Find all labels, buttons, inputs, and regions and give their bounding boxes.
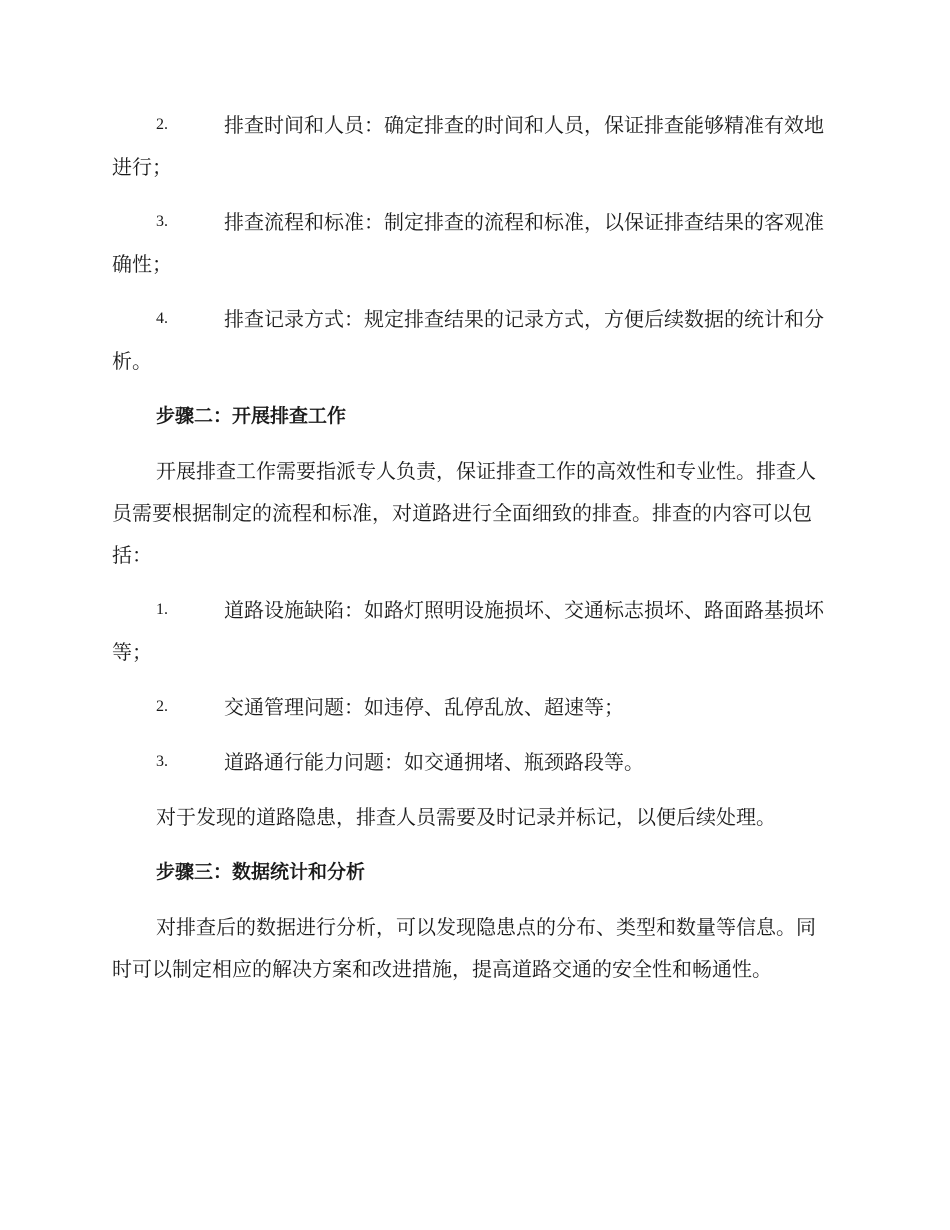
step2-heading: 步骤二：开展排查工作 — [156, 405, 347, 427]
document-body — [112, 104, 834, 1003]
list-item — [112, 686, 834, 728]
list-number: 2. — [156, 698, 168, 715]
list-item — [112, 201, 834, 285]
list-text: 道路设施缺陷：如路灯照明设施损坏、交通标志损坏、路面路基损坏等； — [112, 598, 824, 664]
list-number: 4. — [156, 310, 168, 327]
list-item — [112, 298, 834, 382]
list-item — [112, 741, 834, 783]
list-text: 排查记录方式：规定排查结果的记录方式，方便后续数据的统计和分析。 — [112, 307, 824, 373]
step2-followup-paragraph: 对于发现的道路隐患，排查人员需要及时记录并标记，以便后续处理。 — [156, 805, 776, 829]
list-number: 3. — [156, 213, 168, 230]
list-text: 交通管理问题：如违停、乱停乱放、超速等； — [224, 695, 624, 719]
list-number: 2. — [156, 116, 168, 133]
step2-paragraph: 开展排查工作需要指派专人负责，保证排查工作的高效性和专业性。排查人员需要根据制定的流程和标准，对道路进行全面细致的排查。排查的内容可以包括： — [112, 459, 816, 567]
list-item — [112, 104, 834, 188]
list-number: 1. — [156, 601, 168, 618]
list-text: 排查流程和标准：制定排查的流程和标准，以保证排查结果的客观准确性； — [112, 210, 824, 276]
list-number: 3. — [156, 753, 168, 770]
list-item — [112, 589, 834, 673]
list-text: 道路通行能力问题：如交通拥堵、瓶颈路段等。 — [224, 750, 644, 774]
list-text: 排查时间和人员：确定排查的时间和人员，保证排查能够精准有效地进行； — [112, 113, 824, 179]
step3-heading: 步骤三：数据统计和分析 — [156, 861, 366, 883]
step3-paragraph: 对排查后的数据进行分析，可以发现隐患点的分布、类型和数量等信息。同时可以制定相应的解决方案和改进措施，提高道路交通的安全性和畅通性。 — [112, 915, 816, 981]
